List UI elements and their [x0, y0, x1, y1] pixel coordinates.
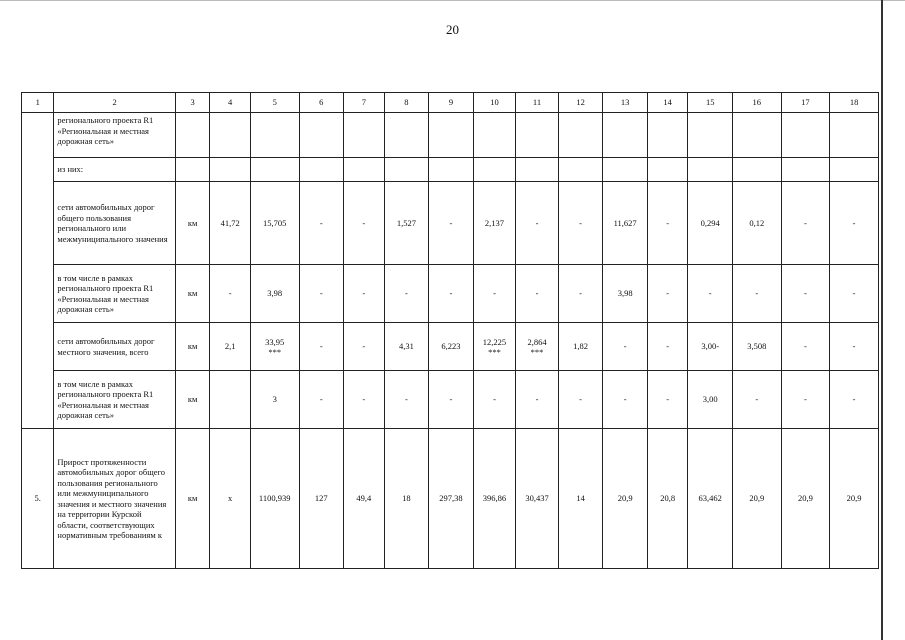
- value-cell-col-9: 297,38: [429, 429, 474, 569]
- row-number: [22, 113, 54, 158]
- value-cell-col-13: [603, 113, 648, 158]
- value-cell-col-10: [473, 158, 516, 182]
- column-header-11: 11: [516, 93, 559, 113]
- value-cell-col-15: 63,462: [688, 429, 733, 569]
- value-cell-col-7: 49,4: [344, 429, 385, 569]
- footnote-mark: ***: [268, 346, 282, 357]
- column-header-18: 18: [830, 93, 879, 113]
- value-cell-col-8: [384, 158, 429, 182]
- indicator-table: [21, 92, 879, 569]
- value-cell-col-12: -: [558, 371, 603, 429]
- value-cell-col-10: -: [473, 265, 516, 323]
- value-cell-col-16: 20,9: [732, 429, 781, 569]
- table-row: [22, 158, 879, 182]
- value-cell-col-12: 1,82: [558, 323, 603, 371]
- table-row: [22, 182, 879, 265]
- value-cell-col-6: -: [299, 371, 344, 429]
- column-header-3: 3: [175, 93, 209, 113]
- value-cell-col-17: -: [781, 182, 830, 265]
- value-cell-col-6: -: [299, 265, 344, 323]
- value-cell-col-7: -: [344, 371, 385, 429]
- value-cell-col-5: [250, 323, 299, 371]
- value-cell-col-6: 127: [299, 429, 344, 569]
- unit-cell: км: [175, 265, 209, 323]
- column-header-6: 6: [299, 93, 344, 113]
- column-header-8: 8: [384, 93, 429, 113]
- value-cell-col-17: -: [781, 265, 830, 323]
- value-cell-col-15: 3,00: [688, 371, 733, 429]
- value-cell-col-5: 1100,939: [250, 429, 299, 569]
- column-header-10: 10: [473, 93, 516, 113]
- table-row: [22, 429, 879, 569]
- value-cell-col-9: -: [429, 371, 474, 429]
- column-header-4: 4: [210, 93, 251, 113]
- value-cell-col-7: -: [344, 265, 385, 323]
- value-cell-col-5: [250, 113, 299, 158]
- value-cell-col-13: 11,627: [603, 182, 648, 265]
- value-cell-col-14: [647, 158, 688, 182]
- value-cell-col-9: 6,223: [429, 323, 474, 371]
- value-cell-col-15: -: [688, 265, 733, 323]
- table-row: [22, 265, 879, 323]
- value-cell-col-16: 3,508: [732, 323, 781, 371]
- row-number: [22, 265, 54, 323]
- table-row: [22, 323, 879, 371]
- footnote-mark: ***: [530, 346, 544, 357]
- value-cell-col-10: 396,86: [473, 429, 516, 569]
- column-header-7: 7: [344, 93, 385, 113]
- value-cell-col-5: 3,98: [250, 265, 299, 323]
- row-number: [22, 323, 54, 371]
- column-header-14: 14: [647, 93, 688, 113]
- value-cell-col-13: -: [603, 323, 648, 371]
- column-header-15: 15: [688, 93, 733, 113]
- value-cell-col-16: -: [732, 371, 781, 429]
- value-cell-col-12: [558, 158, 603, 182]
- value-cell-col-15: 3,00-: [688, 323, 733, 371]
- value-cell-col-18: -: [830, 371, 879, 429]
- row-number: 5.: [22, 429, 54, 569]
- column-header-5: 5: [250, 93, 299, 113]
- column-header-12: 12: [558, 93, 603, 113]
- indicator-label: Прирост протяженности автомобильных дорог общего пользования регионального или межмуниципального значения и местного значения на территории Курской области, соответствующих нормативным требованиям к: [54, 429, 176, 569]
- value-cell-col-10: [473, 323, 516, 371]
- value-cell-col-11: -: [516, 265, 559, 323]
- column-header-13: 13: [603, 93, 648, 113]
- value-cell-col-18: -: [830, 323, 879, 371]
- value-cell-col-4: -: [210, 265, 251, 323]
- value-cell-col-18: 20,9: [830, 429, 879, 569]
- value-cell-col-18: [830, 158, 879, 182]
- value-cell-col-13: [603, 158, 648, 182]
- value-cell-col-17: 20,9: [781, 429, 830, 569]
- value-cell-col-12: 14: [558, 429, 603, 569]
- page-number: 20: [446, 22, 459, 37]
- value-cell-col-7: -: [344, 323, 385, 371]
- cell-value: 12,225: [482, 336, 507, 347]
- value-cell-col-6: [299, 113, 344, 158]
- value-cell-col-8: 4,31: [384, 323, 429, 371]
- column-header-9: 9: [429, 93, 474, 113]
- value-cell-col-6: -: [299, 323, 344, 371]
- value-cell-col-10: 2,137: [473, 182, 516, 265]
- cell-value: 2,864: [527, 336, 547, 347]
- value-cell-col-8: [384, 113, 429, 158]
- unit-cell: [175, 158, 209, 182]
- value-cell-col-12: -: [558, 182, 603, 265]
- value-cell-col-14: -: [647, 371, 688, 429]
- value-cell-col-10: -: [473, 371, 516, 429]
- unit-cell: км: [175, 429, 209, 569]
- value-cell-col-9: [429, 158, 474, 182]
- unit-cell: км: [175, 182, 209, 265]
- value-cell-col-18: -: [830, 182, 879, 265]
- value-cell-col-4: х: [210, 429, 251, 569]
- value-cell-col-14: [647, 113, 688, 158]
- value-cell-col-11: [516, 323, 559, 371]
- column-header-16: 16: [732, 93, 781, 113]
- value-cell-col-14: 20,8: [647, 429, 688, 569]
- value-cell-col-10: [473, 113, 516, 158]
- value-cell-col-7: -: [344, 182, 385, 265]
- value-cell-col-4: [210, 158, 251, 182]
- value-cell-col-16: 0,12: [732, 182, 781, 265]
- indicator-label: из них:: [54, 158, 176, 182]
- value-cell-col-4: 2,1: [210, 323, 251, 371]
- value-cell-col-13: 20,9: [603, 429, 648, 569]
- value-cell-col-7: [344, 113, 385, 158]
- value-cell-col-17: -: [781, 371, 830, 429]
- value-cell-col-17: [781, 158, 830, 182]
- value-cell-col-9: [429, 113, 474, 158]
- page-right-edge: [881, 0, 883, 640]
- value-cell-col-6: [299, 158, 344, 182]
- value-cell-col-11: -: [516, 182, 559, 265]
- value-cell-col-15: 0,294: [688, 182, 733, 265]
- value-cell-col-6: -: [299, 182, 344, 265]
- header-row: [22, 93, 879, 113]
- value-cell-col-8: 1,527: [384, 182, 429, 265]
- value-cell-col-15: [688, 113, 733, 158]
- unit-cell: [175, 113, 209, 158]
- value-cell-col-4: 41,72: [210, 182, 251, 265]
- value-cell-col-9: -: [429, 182, 474, 265]
- value-cell-col-11: -: [516, 371, 559, 429]
- row-number: [22, 182, 54, 265]
- value-cell-col-13: -: [603, 371, 648, 429]
- column-header-1: 1: [22, 93, 54, 113]
- value-cell-col-18: [830, 113, 879, 158]
- indicator-label: в том числе в рамках регионального проекта R1 «Региональная и местная дорожная сеть»: [54, 265, 176, 323]
- column-header-17: 17: [781, 93, 830, 113]
- value-cell-col-8: -: [384, 265, 429, 323]
- indicator-label: сети автомобильных дорог общего пользования регионального или межмуниципального значения: [54, 182, 176, 265]
- value-cell-col-5: 15,705: [250, 182, 299, 265]
- footnote-mark: ***: [488, 346, 501, 357]
- value-cell-col-11: [516, 113, 559, 158]
- value-cell-col-14: -: [647, 265, 688, 323]
- page-top-edge: [0, 0, 905, 1]
- value-cell-col-4: [210, 113, 251, 158]
- value-cell-col-11: 30,437: [516, 429, 559, 569]
- value-cell-col-16: -: [732, 265, 781, 323]
- value-cell-col-8: 18: [384, 429, 429, 569]
- unit-cell: км: [175, 323, 209, 371]
- value-cell-col-15: [688, 158, 733, 182]
- value-cell-col-5: 3: [250, 371, 299, 429]
- value-cell-col-4: [210, 371, 251, 429]
- value-cell-col-11: [516, 158, 559, 182]
- row-number: [22, 371, 54, 429]
- value-cell-col-14: -: [647, 182, 688, 265]
- indicator-label: сети автомобильных дорог местного значения, всего: [54, 323, 176, 371]
- value-cell-col-17: -: [781, 323, 830, 371]
- value-cell-col-5: [250, 158, 299, 182]
- value-cell-col-12: [558, 113, 603, 158]
- cell-value: 33,95: [265, 336, 285, 347]
- value-cell-col-13: 3,98: [603, 265, 648, 323]
- value-cell-col-12: -: [558, 265, 603, 323]
- value-cell-col-17: [781, 113, 830, 158]
- column-header-2: 2: [54, 93, 176, 113]
- value-cell-col-16: [732, 158, 781, 182]
- value-cell-col-7: [344, 158, 385, 182]
- value-cell-col-8: -: [384, 371, 429, 429]
- table-row: [22, 371, 879, 429]
- row-number: [22, 158, 54, 182]
- value-cell-col-9: -: [429, 265, 474, 323]
- table-row: [22, 113, 879, 158]
- value-cell-col-16: [732, 113, 781, 158]
- value-cell-col-18: -: [830, 265, 879, 323]
- indicator-label: регионального проекта R1 «Региональная и местная дорожная сеть»: [54, 113, 176, 158]
- indicator-label: в том числе в рамках регионального проекта R1 «Региональная и местная дорожная сеть»: [54, 371, 176, 429]
- value-cell-col-14: -: [647, 323, 688, 371]
- unit-cell: км: [175, 371, 209, 429]
